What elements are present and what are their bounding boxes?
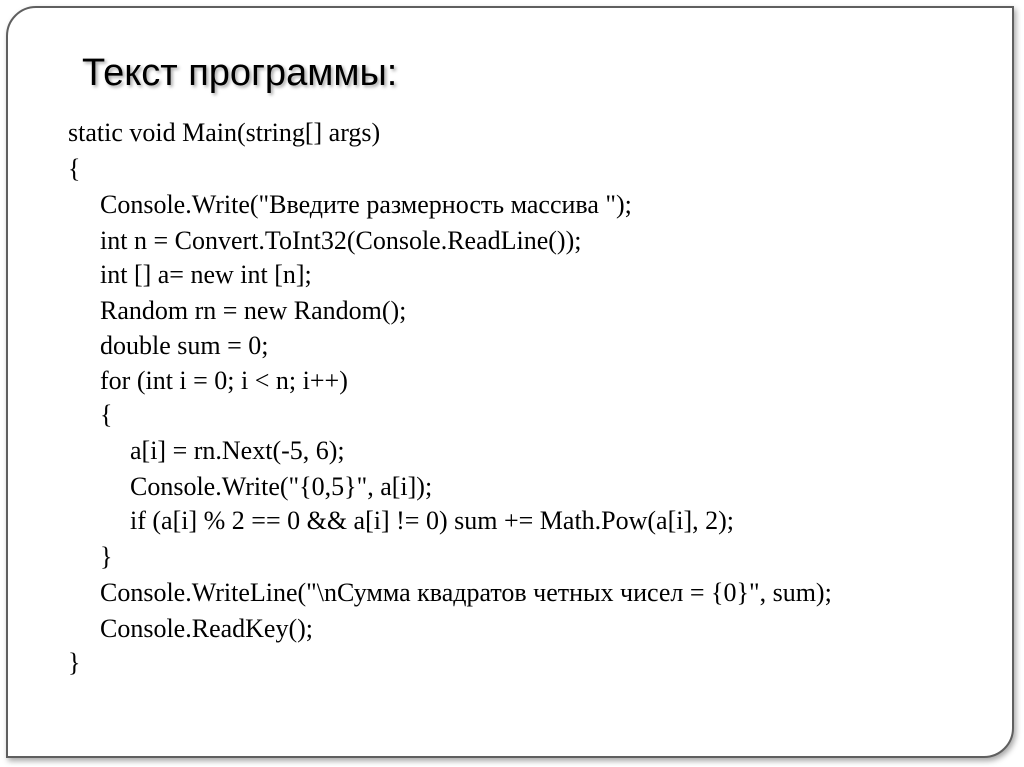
code-line: a[i] = rn.Next(-5, 6); — [130, 436, 345, 465]
code-line: } — [100, 542, 113, 571]
code-line: Random rn = new Random(); — [100, 296, 407, 325]
code-line: if (a[i] % 2 == 0 && a[i] != 0) sum += Math.Pow(a[i], 2); — [130, 506, 735, 535]
code-line: Console.Write("Введите размерность массива "); — [100, 190, 632, 219]
code-line: { — [68, 154, 81, 183]
code-line: } — [68, 648, 81, 677]
code-line: Console.Write("{0,5}", a[i]); — [130, 472, 433, 501]
code-line: { — [100, 400, 113, 429]
code-line: Console.ReadKey(); — [100, 614, 314, 643]
code-line: int n = Convert.ToInt32(Console.ReadLine()); — [100, 226, 582, 255]
code-line: static void Main(string[] args) — [68, 118, 381, 147]
code-line: for (int i = 0; i < n; i++) — [100, 366, 348, 395]
code-line: int [] a= new int [n]; — [100, 260, 312, 289]
code-line: Console.WriteLine("\nСумма квадратов четных чисел = {0}", sum); — [100, 578, 832, 607]
slide-title: Текст программы: — [82, 52, 398, 94]
code-line: double sum = 0; — [100, 331, 269, 360]
